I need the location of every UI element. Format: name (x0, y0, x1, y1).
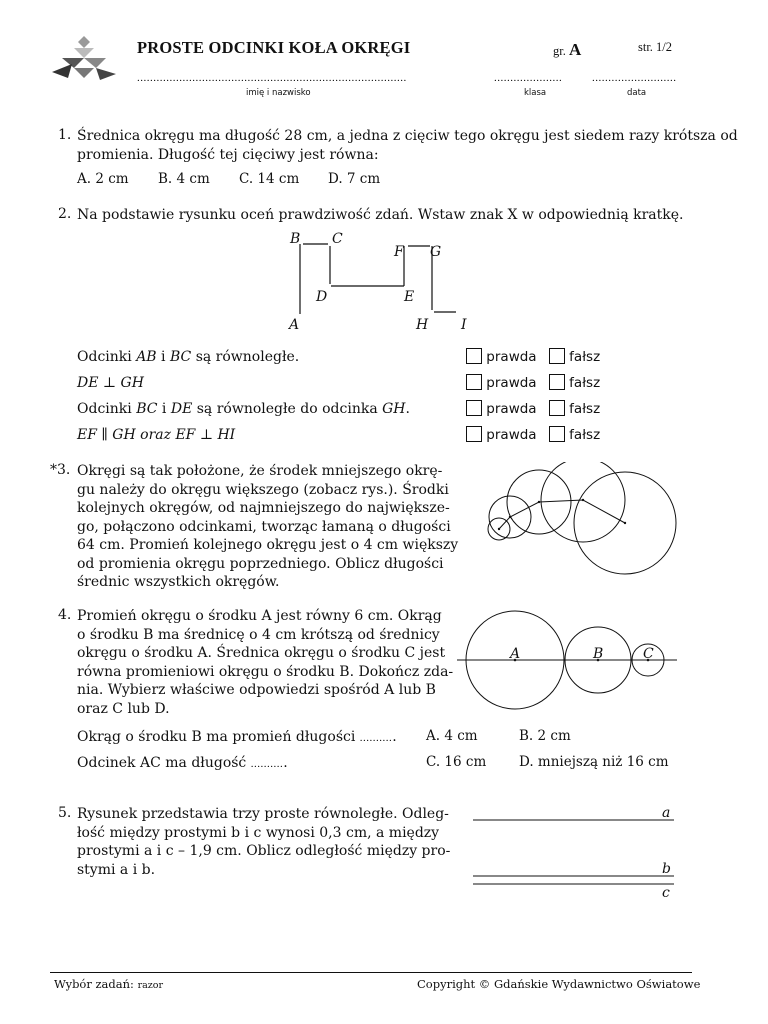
q1-option-a[interactable]: A. 2 cm (77, 171, 129, 187)
point-e: E (404, 289, 415, 305)
date-label: data (627, 88, 647, 98)
q2-1-false-checkbox[interactable] (549, 348, 565, 364)
q2-statement-2: DE ⊥ GH (77, 375, 144, 391)
q2-row-4-choices (466, 426, 600, 443)
worksheet-title: PROSTE ODCINKI KOŁA OKRĘGI (137, 38, 411, 57)
q1-option-d[interactable]: D. 7 cm (328, 171, 381, 187)
q2-row-1-choices (466, 348, 600, 365)
q4-blank-2[interactable]: .......... (250, 758, 284, 770)
q2-statement-1: Odcinki AB i BC są równoległe. (77, 349, 300, 365)
class-field[interactable]: ..................... (494, 72, 563, 84)
point-b: B (290, 231, 301, 247)
q2-1-true-checkbox[interactable] (466, 348, 482, 364)
q5-text: Rysunek przedstawia trzy proste równoległe. Odleg- łość między prostymi b i c wynosi 0,3 cm, a między prostymi a i c – 1,9 cm. Oblicz odległość między pro- stymi a i b. (77, 806, 451, 878)
q1-text: Średnica okręgu ma długość 28 cm, a jedna z cięciw tego okręgu jest siedem razy krótsza od promienia. Długość tej cięciwy jest równa: (77, 128, 738, 163)
q2-4-false-checkbox[interactable] (549, 426, 565, 442)
group-value: A (568, 40, 582, 59)
footer-left: Wybór zadań: razor (54, 977, 164, 991)
point-c: C (332, 231, 343, 247)
point-i: I (461, 317, 467, 333)
q1-option-b[interactable]: B. 4 cm (158, 171, 210, 187)
q4-option-b[interactable]: B. 2 cm (519, 728, 571, 744)
q2-3-false-checkbox[interactable] (549, 400, 565, 416)
q4-blank-1[interactable]: .......... (359, 732, 393, 744)
page-number: str. 1/2 (638, 40, 673, 54)
q4-option-a[interactable]: A. 4 cm (426, 728, 478, 744)
line-label-a: a (662, 805, 671, 821)
true-label: prawda (486, 375, 537, 391)
group-label: gr. A (553, 40, 582, 59)
point-f: F (394, 244, 404, 260)
point-d: D (316, 289, 328, 305)
q1-option-c[interactable]: C. 14 cm (239, 171, 300, 187)
true-label: prawda (486, 349, 537, 365)
q3-text: Okręgi są tak położone, że środek mniejszego okrę- gu należy do okręgu większego (zobacz rys.). Środki kolejnych okręgów, od najmniejszego do największe- go, połączono odcinkami, tworząc łamaną o długości 64 cm. Promień kolejnego okręgu jest o 4 cm większy od promienia okręgu poprzedniego. Oblicz długości średnic wszystkich okręgów. (77, 463, 459, 590)
q2-4-true-checkbox[interactable] (466, 426, 482, 442)
q3-number: *3. (50, 462, 71, 478)
q2-number: 2. (58, 206, 72, 222)
name-label: imię i nazwisko (246, 88, 311, 98)
footer-copyright: Copyright © Gdańskie Wydawnictwo Oświatowe (417, 977, 701, 991)
point-g: G (430, 244, 442, 260)
q1-number: 1. (58, 127, 72, 143)
false-label: fałsz (569, 375, 601, 391)
q4-text: Promień okręgu o środku A jest równy 6 cm. Okrąg o środku B ma średnicę o 4 cm krótszą od średnicy okręgu o środku A. Średnica okręgu o środku C jest równa promieniowi okręgu o środku B. Dokończ zda- nia. Wybierz właściwe odpowiedzi spośród A lub B oraz C lub D. (77, 608, 454, 717)
q2-row-3-choices (466, 400, 600, 417)
q5-parallel-lines-figure (470, 800, 680, 900)
false-label: fałsz (569, 427, 601, 443)
false-label: fałsz (569, 401, 601, 417)
q2-statement-3: Odcinki BC i DE są równoległe do odcinka GH. (77, 401, 410, 417)
q2-figure (280, 228, 480, 336)
center-c: C (643, 646, 654, 662)
q4-circles-figure (455, 606, 680, 710)
q4-sentence-1: Okrąg o środku B ma promień długości ........... (77, 729, 397, 745)
footer-divider (50, 972, 692, 973)
q2-2-false-checkbox[interactable] (549, 374, 565, 390)
publisher-logo (48, 34, 120, 86)
q2-text: Na podstawie rysunku oceń prawdziwość zdań. Wstaw znak X w odpowiednią kratkę. (77, 207, 684, 223)
point-h: H (416, 317, 429, 333)
true-label: prawda (486, 401, 537, 417)
q2-statement-4: EF ∥ GH oraz EF ⊥ HI (77, 427, 236, 443)
center-b: B (593, 646, 604, 662)
q2-2-true-checkbox[interactable] (466, 374, 482, 390)
q5-number: 5. (58, 805, 72, 821)
q4-sentence-2: Odcinek AC ma długość ........... (77, 755, 288, 771)
q3-circles-figure (478, 462, 678, 577)
false-label: fałsz (569, 349, 601, 365)
true-label: prawda (486, 427, 537, 443)
class-label: klasa (524, 88, 547, 98)
line-label-c: c (662, 885, 670, 900)
q4-option-c[interactable]: C. 16 cm (426, 754, 487, 770)
q4-option-d[interactable]: D. mniejszą niż 16 cm (519, 754, 669, 770)
point-a: A (289, 317, 300, 333)
line-label-b: b (662, 861, 671, 877)
date-field[interactable]: .......................... (592, 72, 677, 84)
q2-3-true-checkbox[interactable] (466, 400, 482, 416)
name-field[interactable]: ................................................................................... (137, 72, 407, 84)
q4-number: 4. (58, 607, 72, 623)
center-a: A (510, 646, 521, 662)
q2-row-2-choices (466, 374, 600, 391)
